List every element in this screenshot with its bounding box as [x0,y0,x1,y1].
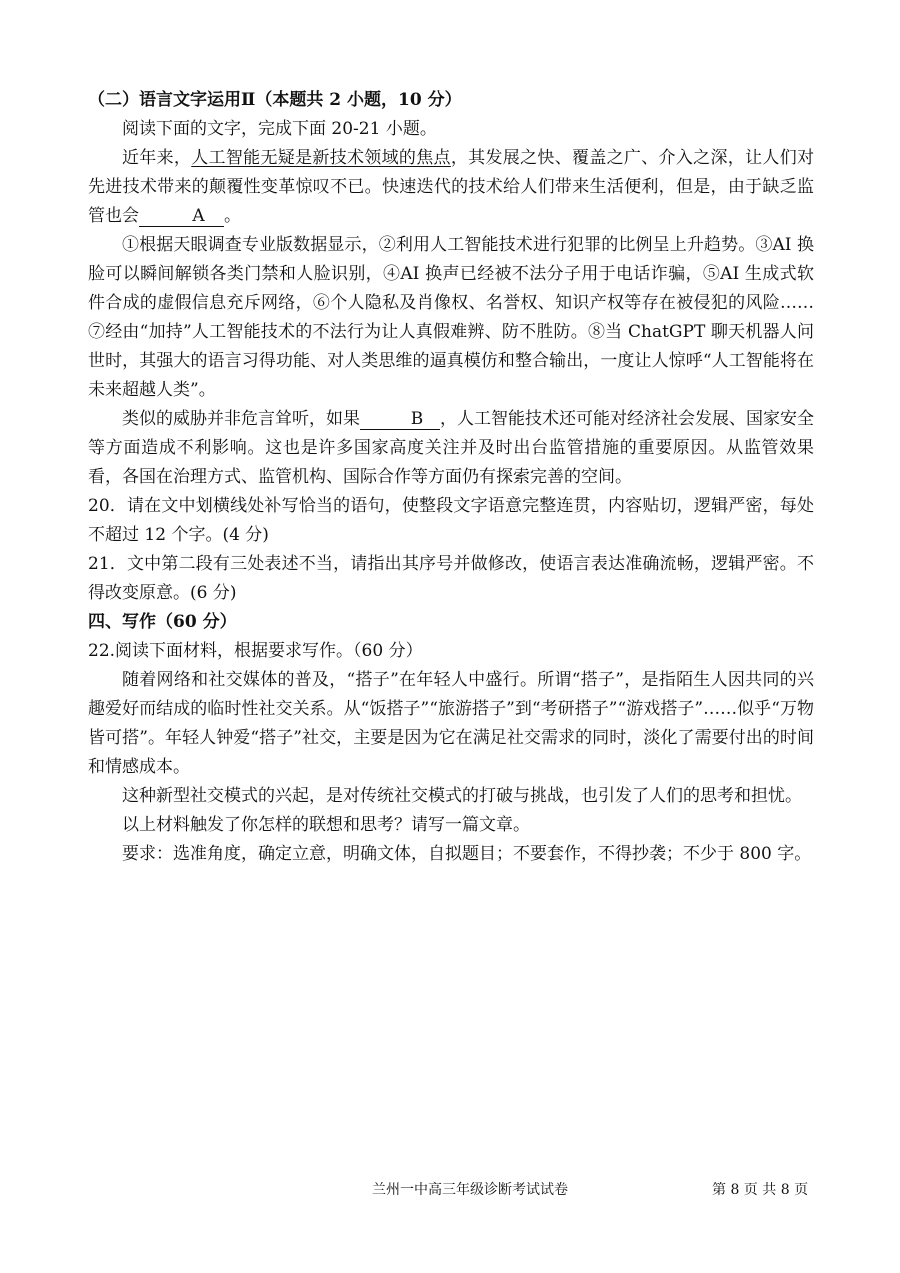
footer-page-number: 第 8 页 共 8 页 [712,1182,809,1198]
exam-page-content [88,86,814,869]
passage-3-text: ，人工智能技术还可能对经济社会发展、国家安全等方面造成不利影响。这也是许多国家高度关注并及时出台监管措施的重要原因。从监管效果看，各国在治理方式、监管机构、国际合作等方面仍有探索完善的空间。 [88,409,814,487]
passage-paragraph-1 [88,144,814,231]
section-4-heading: 四、写作（60 分） [88,612,237,632]
section-2-heading: （二）语言文字运用Ⅱ（本题共 2 小题，10 分） [88,90,462,110]
writing-prompt: 以上材料触发了你怎样的联想和思考？请写一篇文章。 [122,815,530,835]
passage-1-end: 。 [224,206,241,226]
material-paragraph-2: 这种新型社交模式的兴起，是对传统社交模式的打破与挑战，也引发了人们的思考和担忧。 [122,786,802,806]
underlined-sentence: 人工智能无疑是新技术领域的焦点 [191,148,451,168]
passage-1-text: ，其发展之快、覆盖之广、介入之深，让人们对先进技术带来的颠覆性变革惊叹不已。快速迭代的技术给人们带来生活便利，但是，由于缺乏监管也会 [88,148,815,226]
passage-paragraph-3 [88,405,814,492]
section-2-instruction: 阅读下面的文字，完成下面 20-21 小题。 [122,119,437,139]
writing-requirements: 要求：选准角度，确定立意，明确文体，自拟题目；不要套作，不得抄袭；不少于 800 字。 [122,844,812,864]
material-paragraph-1: 随着网络和社交媒体的普及，“搭子”在年轻人中盛行。所谓“搭子”，是指陌生人因共同的兴趣爱好而结成的临时性社交关系。从“饭搭子”“旅游搭子”到“考研搭子”“游戏搭子”……似乎“万物皆可搭”。年轻人钟爱“搭子”社交，主要是因为它在满足社交需求的同时，淡化了需要付出的时间和情感成本。 [88,670,814,777]
blank-b: B [360,409,440,430]
passage-3-prefix: 类似的威胁并非危言耸听，如果 [122,409,360,429]
question-20: 20．请在文中划横线处补写恰当的语句，使整段文字语意完整连贯，内容贴切，逻辑严密，每处不超过 12 个字。(4 分) [88,496,814,545]
passage-paragraph-2: ①根据天眼调查专业版数据显示，②利用人工智能技术进行犯罪的比例呈上升趋势。③AI 换脸可以瞬间解锁各类门禁和人脸识别，④AI 换声已经被不法分子用于电话诈骗，⑤AI 生成式软件合成的虚假信息充斥网络，⑥个人隐私及肖像权、名誉权、知识产权等存在被侵犯的风险……⑦经由“加持”人工智能技术的不法行为让人真假难辨、防不胜防。⑧当 ChatGPT 聊天机器人问世时，其强大的语言习得功能、对人类思维的逼真模仿和整合输出，一度让人惊呼“人工智能将在未来超越人类”。 [88,235,814,400]
footer-exam-title: 兰州一中高三年级诊断考试试卷 [372,1182,568,1198]
question-21: 21．文中第二段有三处表述不当，请指出其序号并做修改，使语言表达准确流畅，逻辑严密。不得改变原意。(6 分) [88,554,814,603]
question-22: 22.阅读下面材料，根据要求写作。（60 分） [88,641,423,661]
blank-a: A [139,206,224,227]
passage-1-prefix: 近年来， [122,148,192,168]
